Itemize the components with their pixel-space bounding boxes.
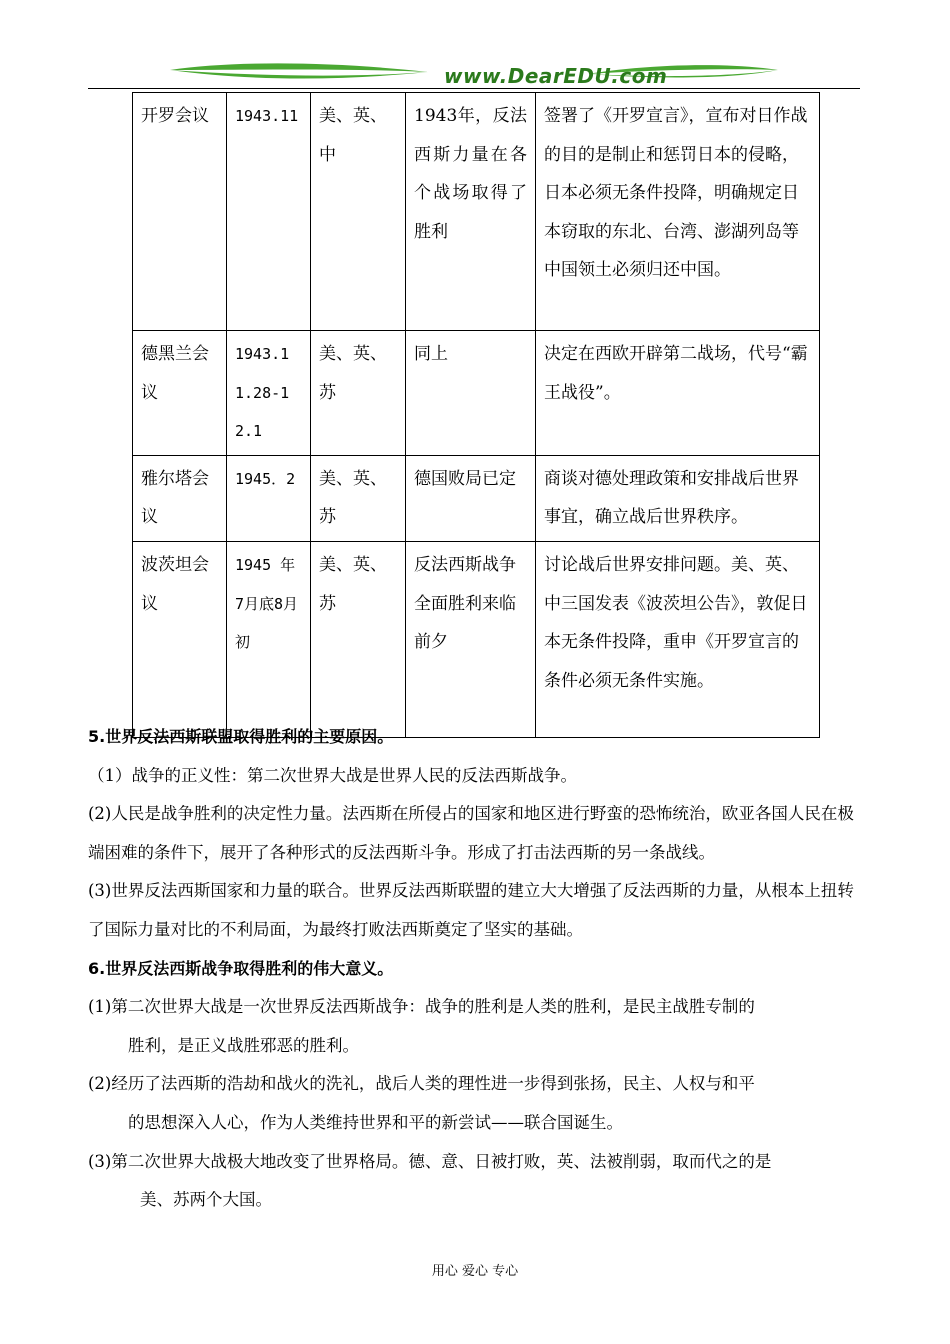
summit-name: 雅尔塔会议: [133, 455, 227, 541]
section-5-point-2: (2)人民是战争胜利的决定性力量。法西斯在所侵占的国家和地区进行野蛮的恐怖统治，欧亚各国人民在极端困难的条件下，展开了各种形式的反法西斯斗争。形成了打击法西斯的另一条战线。: [88, 804, 854, 862]
section-5-point-1: （1）战争的正义性：第二次世界大战是世界人民的反法西斯战争。: [88, 765, 577, 785]
summit-countries: 美、英、苏: [311, 455, 406, 541]
section-6-point-2-cont: 的思想深入人心，作为人类维持世界和平的新尝试——联合国诞生。: [128, 1112, 623, 1132]
page-footer: 用心 爱心 专心: [431, 1264, 519, 1279]
summit-time: 1945 年7月底8月初: [227, 541, 311, 737]
summit-name: 开罗会议: [133, 93, 227, 331]
section-6-point-1: (1)第二次世界大战是一次世界反法西斯战争：战争的胜利是人类的胜利，是民主战胜专制的: [88, 997, 755, 1017]
summit-background: 反法西斯战争全面胜利来临前夕: [406, 541, 536, 737]
summit-content: 商谈对德处理政策和安排战后世界事宜，确立战后世界秩序。: [536, 455, 820, 541]
summit-content: 签署了《开罗宣言》，宣布对日作战的目的是制止和惩罚日本的侵略，日本必须无条件投降，明确规定日本窃取的东北、台湾、澎湖列岛等中国领土必须归还中国。: [536, 93, 820, 331]
summit-time: 1945．2: [227, 455, 311, 541]
section-6-point-3: (3)第二次世界大战极大地改变了世界格局。德、意、日被打败，英、法被削弱，取而代之的是: [88, 1151, 772, 1171]
section-5-heading: 5.世界反法西斯联盟取得胜利的主要原因。: [88, 727, 394, 746]
header-divider: [88, 88, 860, 89]
section-5-point-3: (3)世界反法西斯国家和力量的联合。世界反法西斯联盟的建立大大增强了反法西斯的力量，从根本上扭转了国际力量对比的不利局面，为最终打败法西斯奠定了坚实的基础。: [88, 881, 854, 939]
summit-background: 同上: [406, 331, 536, 456]
summit-content: 讨论战后世界安排问题。美、英、中三国发表《波茨坦公告》，敦促日本无条件投降，重申《开罗宣言的条件必须无条件实施。: [536, 541, 820, 737]
summit-time: 1943.11: [227, 93, 311, 331]
section-6-point-1-cont: 胜利，是正义战胜邪恶的胜利。: [128, 1035, 359, 1055]
section-6-heading: 6.世界反法西斯战争取得胜利的伟大意义。: [88, 958, 394, 978]
summit-content: 决定在西欧开辟第二战场，代号“霸王战役”。: [536, 331, 820, 456]
summit-countries: 美、英、苏: [311, 331, 406, 456]
site-header: [88, 58, 860, 92]
summit-background: 1943年，反法西斯力量在各个战场取得了胜利: [406, 93, 536, 331]
section-6-point-2: (2)经历了法西斯的浩劫和战火的洗礼，战后人类的理性进一步得到张扬，民主、人权与和平: [88, 1074, 755, 1094]
site-logo-text: www.DearEDU.com: [444, 64, 668, 88]
table-row: [133, 93, 820, 331]
summit-time: 1943.11.28-12.1: [227, 331, 311, 456]
summit-countries: 美、英、中: [311, 93, 406, 331]
summit-background: 德国败局已定: [406, 455, 536, 541]
summit-table: [132, 92, 820, 738]
table-row: [133, 541, 820, 737]
table-row: [133, 331, 820, 456]
document-body: [88, 718, 863, 1220]
summit-name: 德黑兰会议: [133, 331, 227, 456]
summit-countries: 美、英、苏: [311, 541, 406, 737]
table-row: [133, 455, 820, 541]
summit-name: 波茨坦会议: [133, 541, 227, 737]
section-6-point-3-cont: 美、苏两个大国。: [140, 1190, 272, 1210]
